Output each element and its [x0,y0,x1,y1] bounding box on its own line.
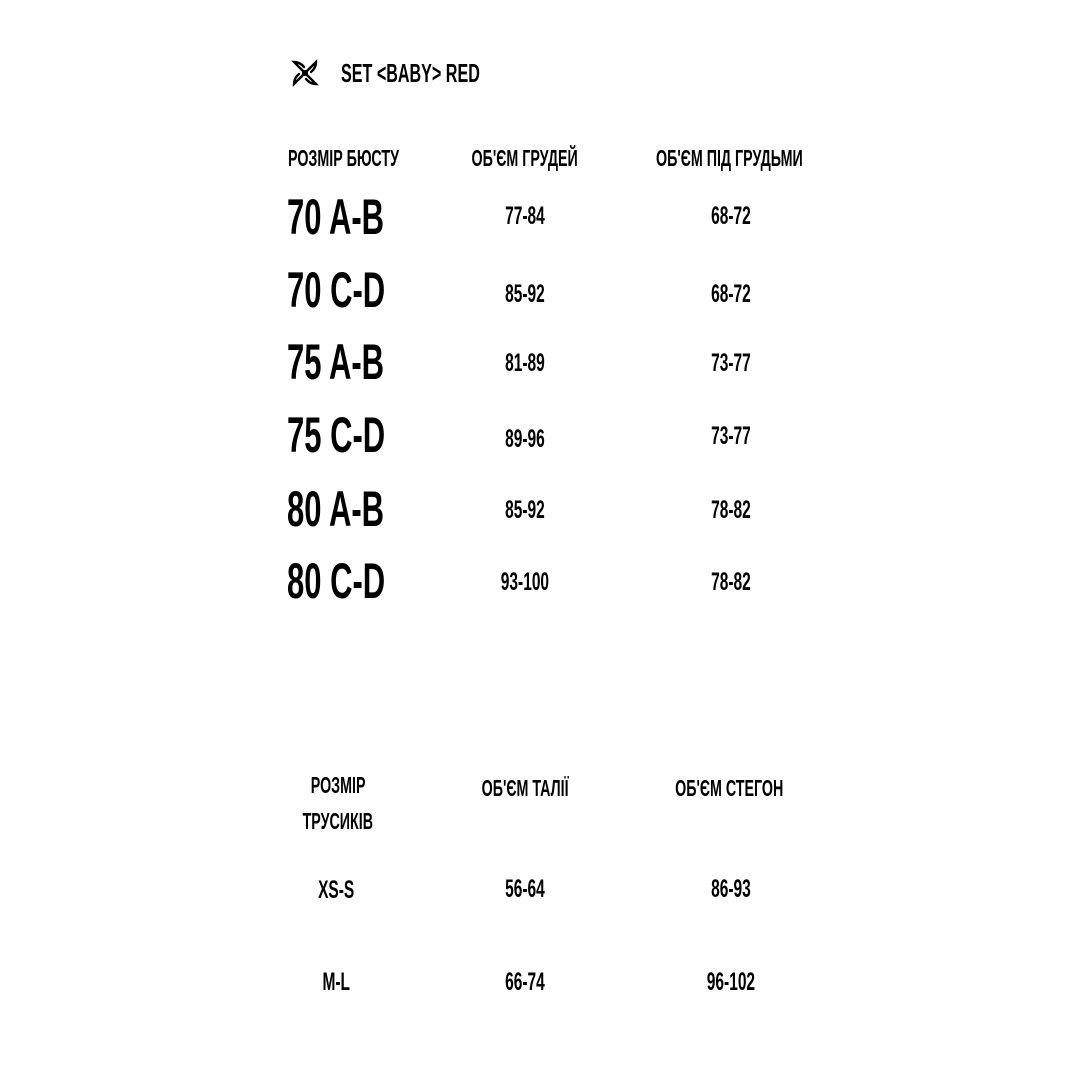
underbust-value-cell: 73-77 [711,422,751,450]
bra-size-cell: 70 A-B [287,189,385,245]
bust-value-cell: 93-100 [500,568,550,596]
hips-value-cell: 96-102 [706,968,756,996]
brand-logo [290,56,320,90]
header-underbust-volume: ОБ'ЄМ ПІД ГРУДЬМИ [655,145,803,171]
bra-size-cell: 80 C-D [287,553,386,609]
panty-size-cell: XS-S [317,876,355,904]
bust-value-cell: 85-92 [505,496,545,524]
underbust-value-cell: 78-82 [711,496,751,524]
bra-size-cell: 75 A-B [287,334,385,390]
bra-size-cell: 80 A-B [287,481,385,537]
bust-value-cell: 89-96 [505,425,545,453]
underbust-value-cell: 68-72 [711,202,751,230]
underbust-value-cell: 68-72 [711,280,751,308]
shuriken-logo-icon [290,58,320,88]
header-bust-size: РОЗМІР БЮСТУ [288,145,399,171]
bra-size-cell: 70 C-D [287,262,386,318]
bust-value-cell: 85-92 [505,280,545,308]
panty-size-cell: M-L [322,968,350,996]
product-title-text: SET <BABY> RED [341,58,480,88]
header-hips-volume: ОБ'ЄМ СТЕГОН [674,775,784,801]
hips-value-cell: 86-93 [711,875,751,903]
header-waist-volume: ОБ'ЄМ ТАЛІЇ [481,775,569,801]
product-title [341,57,565,89]
waist-value-cell: 56-64 [505,875,545,903]
header-bust-volume: ОБ'ЄМ ГРУДЕЙ [471,145,579,171]
bust-value-cell: 77-84 [505,202,545,230]
underbust-value-cell: 73-77 [711,349,751,377]
bust-value-cell: 81-89 [505,349,545,377]
header-panty-size: РОЗМІР ТРУСИКІВ [302,772,374,834]
underbust-value-cell: 78-82 [711,568,751,596]
bra-size-cell: 75 C-D [287,407,386,463]
waist-value-cell: 66-74 [505,968,545,996]
